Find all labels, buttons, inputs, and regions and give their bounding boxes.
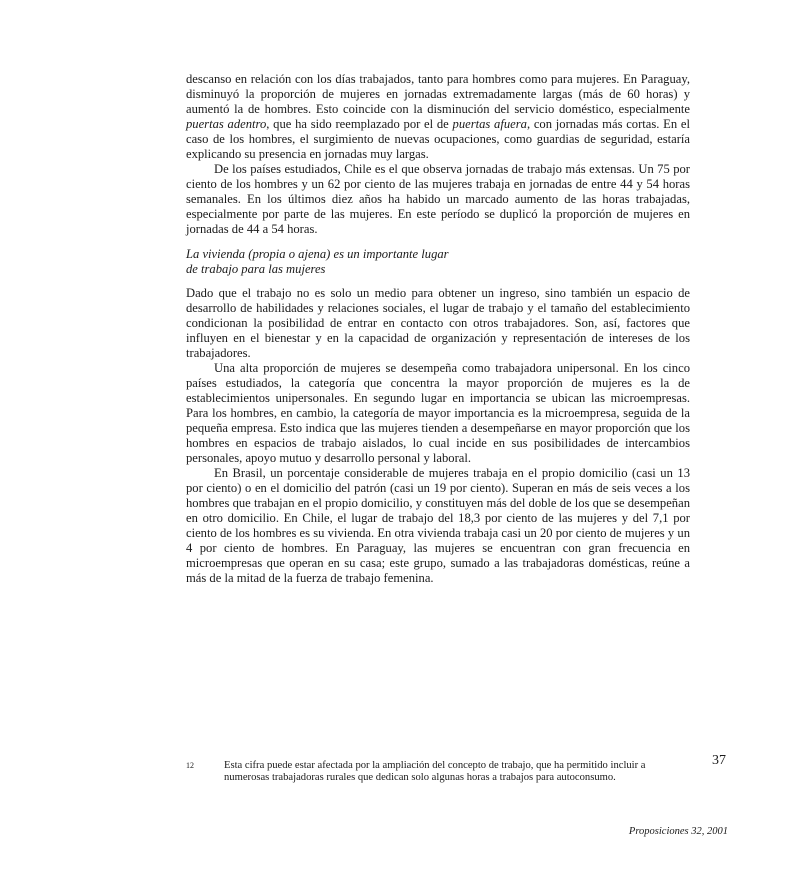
body-text (186, 72, 690, 586)
paragraph-chile: De los países estudiados, Chile es el que observa jornadas de trabajo más extensas. Un 75 por ciento de los hombres y un 62 por ciento de las mujeres trabaja en jornadas de entre 44 y 54 horas semanales. En los últimos diez años ha habido un marcado aumento de las horas trabajadas, especialmente por parte de las mujeres. En este período se duplicó la proporción de mujeres en jornadas de 44 a 54 horas. (186, 162, 690, 236)
paragraph-text: , que ha sido reemplazado por el de (266, 117, 453, 131)
section-subheading (186, 247, 690, 277)
page-number: 37 (712, 753, 726, 768)
footnote (186, 760, 690, 784)
paragraph-workplace: Dado que el trabajo no es solo un medio para obtener un ingreso, sino también un espacio de desarrollo de habilidades y relaciones sociales, el lugar de trabajo y el tamaño del establecimiento condicionan la posibilidad de entrar en contacto con otros trabajadores. Son, así, factores que influyen en el bienestar y en la capacidad de organización y representación de intereses de los trabajadores. (186, 286, 690, 360)
emphasis-text: puertas adentro (186, 117, 267, 131)
paragraph-text: descanso en relación con los días trabajados, tanto para hombres como para mujeres. En Paraguay, disminuyó la proporción de mujeres en jornadas extremadamente largas (más de 60 horas) y aumentó la de hombres. Esto coincide con la disminución del servicio doméstico, especialmente (186, 72, 690, 116)
footnote-number: 12 (186, 761, 194, 770)
paragraph-brasil: En Brasil, un porcentaje considerable de mujeres trabaja en el propio domicilio (casi un 13 por ciento) o en el domicilio del patrón (casi un 19 por ciento). Superan en más de seis veces a los hombres que trabajan en el propio domicilio, y constituyen más del doble de los que se desempeñan en otro domicilio. En Chile, el lugar de trabajo del 18,3 por ciento de las mujeres y del 7,1 por ciento de los hombres es su vivienda. En otra vivienda trabaja casi un 20 por ciento de mujeres y un 4 por ciento de hombres. En Paraguay, las mujeres se encuentran con gran frecuencia en microempresas que operan en su casa; este grupo, sumado a las trabajadoras domésticas, reúne a más de la mitad de la fuerza de trabajo femenina. (186, 466, 690, 585)
emphasis-text: puertas afuera (452, 117, 527, 131)
paragraph-continued (186, 72, 690, 162)
footnote-text: Esta cifra puede estar afectada por la ampliación del concepto de trabajo, que ha permitido incluir a numerosas trabajadoras rurales que dedican solo algunas horas a trabajos para autoconsumo. (224, 760, 646, 783)
journal-footer: Proposiciones 32, 2001 (628, 826, 728, 837)
subheading-line-2: de trabajo para las mujeres (186, 262, 326, 276)
subheading-line-1: La vivienda (propia o ajena) es un importante lugar (186, 247, 449, 261)
paragraph-text: , con jornadas más cortas. En el caso de los hombres, el surgimiento de nuevas ocupaciones, como guardias de seguridad, estaría explicando su presencia en jornadas muy largas. (186, 117, 691, 161)
paragraph-unipersonal: Una alta proporción de mujeres se desempeña como trabajadora unipersonal. En los cinco países estudiados, la categoría que concentra la mayor proporción de mujeres es la de establecimientos unipersonales. En segundo lugar en importancia se ubican las microempresas. Para los hombres, en cambio, la categoría de mayor importancia es la microempresa, seguida de la pequeña empresa. Esto indica que las mujeres tienden a desempeñarse en mayor proporción que los hombres en espacios de trabajo aislados, lo cual incide en sus posibilidades de intercambios personales, apoyo mutuo y desarrollo personal y laboral. (186, 361, 690, 465)
